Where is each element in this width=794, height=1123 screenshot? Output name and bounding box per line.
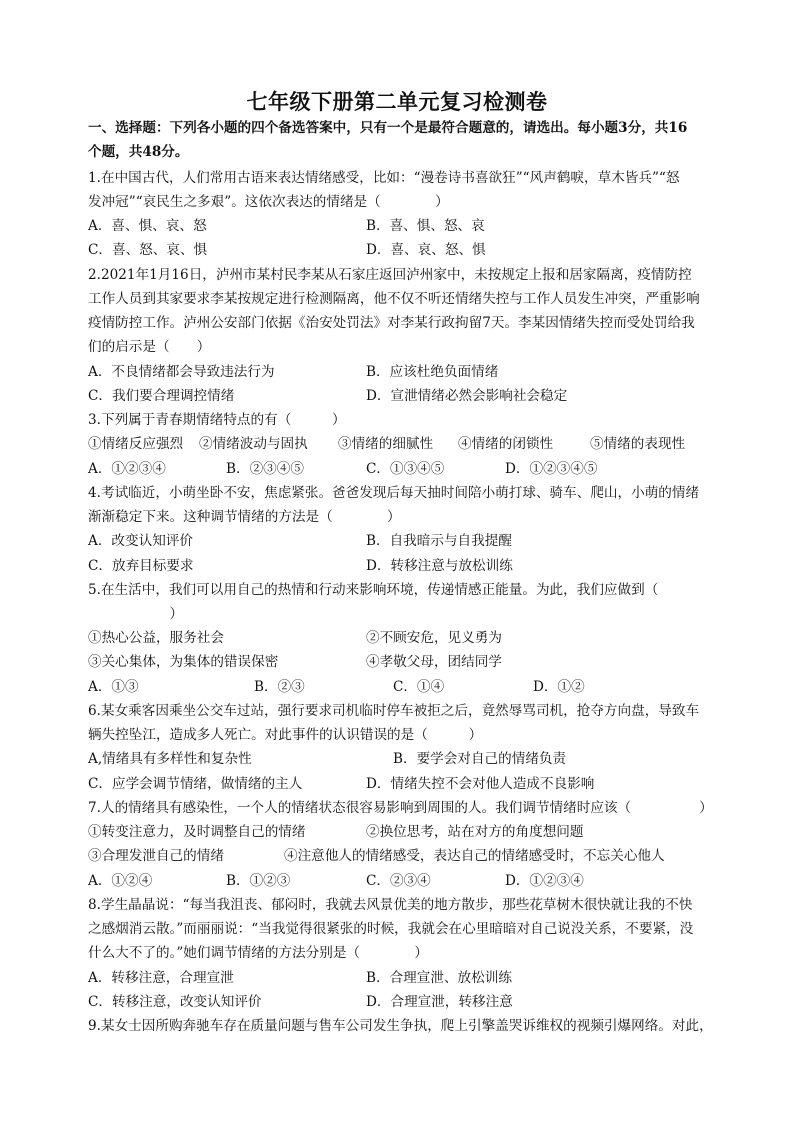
q6-option-b: B．要学会对自己的情绪负责 xyxy=(393,751,567,767)
q3-item-2: ②情绪波动与固执 xyxy=(199,436,308,452)
q5-item-3: ③关心集体，为集体的错误保密 xyxy=(88,654,279,670)
q3-item-1: ①情绪反应强烈 xyxy=(88,436,184,452)
q5-option-d: D．①② xyxy=(533,679,585,695)
q4-stem-line-1: 4.考试临近，小萌坐卧不安，焦虑紧张。爸爸发现后每天抽时间陪小萌打球、骑车、爬山，小萌的情绪 xyxy=(88,485,700,501)
q3-stem-line-1: 3.下列属于青春期情绪特点的有（ ） xyxy=(88,412,346,428)
q1-stem-line-2: 发冲冠”“哀民生之多艰”。这依次表达的情绪是（ ） xyxy=(88,194,449,210)
q2-stem-line-1: 2.2021年1月16日，泸州市某村民李某从石家庄返回泸州家中，未按规定上报和居家隔离，疫情防控 xyxy=(88,267,692,283)
q2-stem-line-2: 工作人员到其家要求李某按规定进行检测隔离，他不仅不听还情绪失控与工作人员发生冲突，严重影响 xyxy=(88,291,700,307)
q4-stem-line-2: 渐渐稳定下来。这种调节情绪的方法是（ ） xyxy=(88,509,401,525)
q8-stem-line-3: 什么大不了的。”她们调节情绪的方法分别是（ ） xyxy=(88,945,428,961)
q5-stem-line-2: ） xyxy=(88,606,184,622)
q8-option-c: C．转移注意，改变认知评价 xyxy=(88,994,262,1010)
q6-stem-line-2: 辆失控坠江，造成多人死亡。对此事件的认识错误的是（ ） xyxy=(88,727,483,743)
q6-stem-line-1: 6.某女乘客因乘坐公交车过站，强行要求司机临时停车被拒之后，竟然辱骂司机，抢夺方向盘，导致车 xyxy=(88,703,700,719)
q8-option-a: A．转移注意，合理宣泄 xyxy=(88,970,234,986)
q5-option-c: C．①④ xyxy=(393,679,445,695)
q3-option-d: D．①②③④⑤ xyxy=(505,461,598,477)
q6-option-d: D．情绪失控不会对他人造成不良影响 xyxy=(366,776,595,792)
q2-option-c: C．我们要合理调控情绪 xyxy=(88,388,235,404)
q2-stem-line-4: 们的启示是（ ） xyxy=(88,339,211,355)
q9-stem-line-1: 9.某女士因所购奔驰车存在质量问题与售车公司发生争执，爬上引擎盖哭诉维权的视频引爆网络。对此， xyxy=(88,1018,713,1034)
q8-stem-line-1: 8.学生晶晶说：“每当我沮丧、郁闷时，我就去风景优美的地方散步，那些花草树木很快就让我的不快 xyxy=(88,897,693,913)
q1-option-a: A．喜、惧、哀、怒 xyxy=(88,218,207,234)
page-title: 七年级下册第二单元复习检测卷 xyxy=(246,89,548,114)
q7-stem-line-1: 7.人的情绪具有感染性，一个人的情绪状态很容易影响到周围的人。我们调节情绪时应该（ ） xyxy=(88,800,713,816)
q5-option-a: A．①③ xyxy=(88,679,139,695)
q2-option-a: A．不良情绪都会导致违法行为 xyxy=(88,364,275,380)
section-instruction-line-1: 一、选择题：下列各小题的四个备选答案中，只有一个是最符合题意的，请选出。每小题3分，共16 xyxy=(88,120,688,136)
q2-stem-line-3: 疫情防控工作。泸州公安部门依据《治安处罚法》对李某行政拘留7天。李某因情绪失控而受处罚给我 xyxy=(88,315,695,331)
q3-item-3: ③情绪的细腻性 xyxy=(338,436,434,452)
q4-option-a: A．改变认知评价 xyxy=(88,533,193,549)
q5-item-2: ②不顾安危，见义勇为 xyxy=(366,630,502,646)
q5-item-1: ①热心公益，服务社会 xyxy=(88,630,224,646)
q8-option-b: B．合理宣泄、放松训练 xyxy=(366,970,512,986)
q6-option-a: A,情绪具有多样性和复杂性 xyxy=(88,751,252,767)
q3-item-5: ⑤情绪的表现性 xyxy=(590,436,686,452)
q4-option-b: B．自我暗示与自我提醒 xyxy=(366,533,512,549)
q6-option-c: C．应学会调节情绪，做情绪的主人 xyxy=(88,776,303,792)
q3-option-a: A．①②③④ xyxy=(88,461,166,477)
q7-item-2: ②换位思考，站在对方的角度想问题 xyxy=(366,824,584,840)
q3-option-c: C．①③④⑤ xyxy=(366,461,445,477)
q7-option-c: C．②③④ xyxy=(366,873,431,889)
q7-item-3: ③合理发泄自己的情绪 xyxy=(88,848,224,864)
q7-option-d: D．①②③④ xyxy=(505,873,584,889)
q1-option-c: C．喜、怒、哀、惧 xyxy=(88,242,208,258)
q7-item-4: ④注意他人的情绪感受，表达自己的情绪感受时，不忘关心他人 xyxy=(284,848,665,864)
q2-option-b: B．应该杜绝负面情绪 xyxy=(366,364,499,380)
q8-stem-line-2: 之感烟消云散。”而丽丽说：“当我觉得很紧张的时候，我就会在心里暗暗对自己说没关系，不要紧，没 xyxy=(88,921,694,937)
q4-option-c: C．放弃目标要求 xyxy=(88,558,194,574)
q4-option-d: D．转移注意与放松训练 xyxy=(366,558,513,574)
q3-option-b: B．②③④⑤ xyxy=(226,461,304,477)
q7-option-a: A．①②④ xyxy=(88,873,153,889)
q5-stem-line-1: 5.在生活中，我们可以用自己的热情和行动来影响环境，传递情感正能量。为此，我们应做到（ xyxy=(88,582,659,598)
q1-option-b: B．喜、惧、怒、哀 xyxy=(366,218,485,234)
q2-option-d: D．宣泄情绪必然会影响社会稳定 xyxy=(366,388,568,404)
q1-stem-line-1: 1.在中国古代，人们常用古语来表达情绪感受，比如：“漫卷诗书喜欲狂”“风声鹤唳，草木皆兵”“怒 xyxy=(88,170,680,186)
q7-item-1: ①转变注意力，及时调整自己的情绪 xyxy=(88,824,306,840)
q8-option-d: D．合理宣泄，转移注意 xyxy=(366,994,513,1010)
q3-item-4: ④情绪的闭锁性 xyxy=(458,436,554,452)
q1-option-d: D．喜、哀、怒、惧 xyxy=(366,242,486,258)
section-instruction-line-2: 个题，共48分。 xyxy=(88,144,189,160)
q7-option-b: B．①②③ xyxy=(226,873,291,889)
q5-option-b: B．②③ xyxy=(254,679,305,695)
q5-item-4: ④孝敬父母，团结同学 xyxy=(366,654,502,670)
